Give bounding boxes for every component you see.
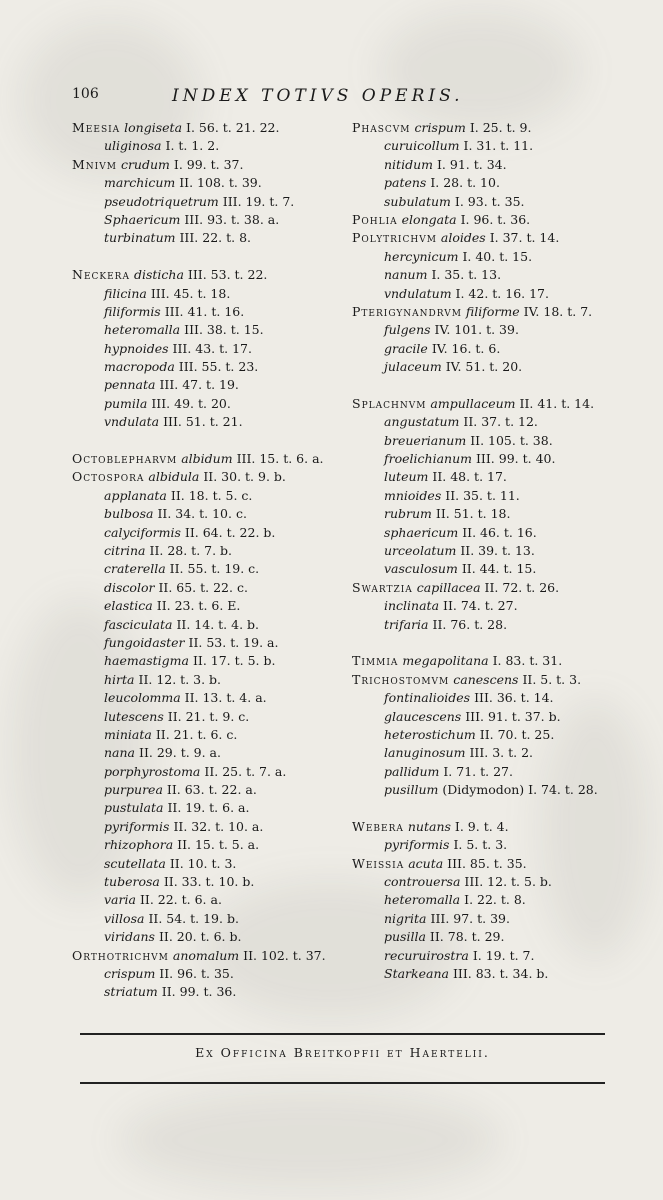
printer-imprint: Ex Officina Breitkopfii et Haertelii. [195, 1045, 490, 1060]
plate-reference: I. 93. t. 35. [454, 193, 525, 209]
species-entry [72, 358, 342, 376]
species-entry [352, 781, 642, 799]
species-entry [72, 689, 342, 707]
plate-reference: II. 28. t. 7. b. [149, 542, 233, 558]
species-epithet: pallidum [384, 763, 440, 779]
species-epithet: pustulata [104, 800, 164, 816]
plate-reference: IV. 101. t. 39. [434, 322, 519, 338]
species-epithet: nigrita [384, 910, 427, 926]
species-entry [72, 137, 342, 155]
genus-name: Meesia [72, 120, 121, 135]
plate-reference: (Didymodon) I. 74. t. 28. [442, 782, 598, 798]
species-epithet: pusillum [384, 782, 439, 798]
species-epithet: rhizophora [104, 837, 174, 853]
species-epithet: nanum [384, 267, 428, 283]
species-epithet: viridans [104, 929, 155, 945]
species-entry [352, 266, 642, 284]
genus-entry [352, 671, 642, 689]
plate-reference: IV. 16. t. 6. [431, 340, 501, 356]
species-entry [72, 303, 342, 321]
plate-reference: III. 99. t. 40. [475, 451, 556, 467]
species-epithet: rubrum [384, 506, 432, 522]
genus-name: Splachnvm [352, 395, 427, 411]
plate-reference: II. 19. t. 6. a. [167, 800, 250, 816]
species-entry [72, 579, 342, 597]
species-epithet: Sphaericum [104, 211, 181, 227]
plate-reference: II. 34. t. 10. c. [157, 506, 247, 522]
species-entry [352, 836, 642, 854]
species-epithet: heterostichum [384, 726, 476, 742]
species-epithet: uliginosa [104, 138, 162, 154]
species-entry [72, 560, 342, 578]
species-epithet: nana [104, 745, 136, 761]
species-entry [72, 855, 342, 873]
species-epithet: macropoda [104, 359, 175, 375]
plate-reference: II. 54. t. 19. b. [148, 910, 239, 926]
species-epithet: pyriformis [384, 837, 450, 853]
genus-entry [352, 229, 642, 247]
species-entry [352, 560, 642, 578]
plate-reference: IV. 18. t. 7. [523, 303, 593, 319]
index-spacer [352, 376, 642, 394]
species-entry [72, 193, 342, 211]
genus-name: Pterigynandrvm [352, 303, 462, 319]
plate-reference: I. 37. t. 14. [489, 230, 560, 246]
plate-reference: II. 33. t. 10. b. [163, 874, 255, 890]
species-epithet: capillacea [416, 579, 481, 595]
species-entry [352, 689, 642, 707]
species-epithet: tuberosa [104, 874, 160, 890]
imprint-rule-bottom [80, 1082, 605, 1084]
species-epithet: applanata [104, 487, 167, 503]
species-epithet: scutellata [104, 855, 166, 871]
plate-reference: I. 42. t. 16. 17. [455, 285, 549, 301]
plate-reference: III. 19. t. 7. [222, 193, 295, 209]
species-epithet: aloides [440, 230, 486, 246]
plate-reference: I. 19. t. 7. [472, 947, 535, 963]
species-epithet: bulbosa [104, 506, 154, 522]
species-epithet: luteum [384, 469, 429, 485]
plate-reference: I. 28. t. 10. [430, 175, 500, 191]
species-epithet: porphyrostoma [104, 763, 201, 779]
plate-reference: III. 93. t. 38. a. [184, 211, 280, 227]
species-entry [352, 432, 642, 450]
page-header [72, 86, 532, 108]
genus-entry [72, 119, 342, 137]
species-epithet: megapolitana [402, 653, 489, 669]
genus-entry [352, 395, 642, 413]
plate-reference: I. 40. t. 15. [462, 248, 533, 264]
species-entry [72, 340, 342, 358]
species-epithet: crispum [414, 120, 466, 135]
species-entry [72, 781, 342, 799]
species-epithet: fulgens [384, 322, 431, 338]
species-entry [72, 229, 342, 247]
species-epithet: recuruirostra [384, 947, 469, 963]
index-spacer [352, 799, 642, 817]
genus-entry [72, 450, 342, 468]
species-epithet: sphaericum [384, 524, 459, 540]
plate-reference: III. 53. t. 22. [187, 267, 268, 283]
species-epithet: fontinalioides [384, 690, 471, 706]
plate-reference: II. 10. t. 3. [169, 855, 237, 871]
species-entry [72, 671, 342, 689]
species-epithet: varia [104, 892, 136, 908]
plate-reference: II. 23. t. 6. E. [156, 598, 241, 614]
species-entry [72, 983, 342, 1001]
plate-reference: III. 38. t. 15. [184, 322, 264, 338]
species-epithet: elastica [104, 598, 153, 614]
species-epithet: crispum [104, 965, 156, 981]
plate-reference: I. 71. t. 27. [443, 763, 513, 779]
plate-reference: I. 83. t. 31. [492, 653, 563, 669]
plate-reference: II. 21. t. 6. c. [155, 726, 238, 742]
plate-reference: III. 51. t. 21. [163, 414, 243, 430]
plate-reference: II. 41. t. 14. [519, 395, 595, 411]
genus-entry [352, 652, 642, 670]
plate-reference: III. 22. t. 8. [179, 230, 251, 246]
species-entry [352, 947, 642, 965]
plate-reference: I. 56. t. 21. 22. [186, 120, 280, 135]
imprint-rule-top [80, 1033, 605, 1035]
genus-name: Timmia [352, 653, 399, 669]
plate-reference: I. 9. t. 4. [454, 818, 509, 834]
species-entry [352, 137, 642, 155]
species-entry [352, 487, 642, 505]
species-epithet: trifaria [384, 616, 429, 632]
plate-reference: II. 48. t. 17. [432, 469, 507, 485]
species-entry [72, 616, 342, 634]
plate-reference: II. 21. t. 9. c. [167, 708, 250, 724]
species-entry [72, 597, 342, 615]
species-entry [72, 321, 342, 339]
species-epithet: villosa [104, 910, 145, 926]
plate-reference: III. 15. t. 6. a. [236, 451, 324, 467]
species-epithet: heteromalla [384, 892, 461, 908]
plate-reference: II. 70. t. 25. [479, 726, 555, 742]
plate-reference: II. 55. t. 19. c. [169, 561, 260, 577]
plate-reference: III. 45. t. 18. [150, 285, 231, 301]
plate-reference: II. 44. t. 15. [461, 561, 537, 577]
species-epithet: urceolatum [384, 542, 457, 558]
plate-reference: II. 99. t. 36. [161, 984, 237, 1000]
plate-reference: II. 108. t. 39. [179, 175, 262, 191]
plate-reference: III. 83. t. 34. b. [452, 965, 549, 981]
species-entry [72, 395, 342, 413]
species-entry [352, 156, 642, 174]
species-entry [352, 873, 642, 891]
plate-reference: II. 18. t. 5. c. [170, 487, 253, 503]
plate-reference: II. 76. t. 28. [432, 616, 508, 632]
species-epithet: acuta [408, 855, 444, 871]
species-entry [352, 468, 642, 486]
genus-name: Mnivm [72, 156, 117, 172]
genus-name: Neckera [72, 267, 130, 283]
genus-entry [352, 211, 642, 229]
species-epithet: subulatum [384, 193, 451, 209]
species-epithet: citrina [104, 542, 146, 558]
species-epithet: fungoidaster [104, 634, 185, 650]
species-epithet: purpurea [104, 782, 163, 798]
genus-name: Octoblepharvm [72, 451, 178, 467]
plate-reference: II. 39. t. 13. [460, 542, 535, 558]
species-epithet: lutescens [104, 708, 164, 724]
plate-reference: I. 99. t. 37. [173, 156, 244, 172]
species-entry [72, 211, 342, 229]
species-epithet: hercynicum [384, 248, 459, 264]
genus-name: Orthotrichvm [72, 947, 169, 963]
species-epithet: glaucescens [384, 708, 462, 724]
species-entry [72, 413, 342, 431]
plate-reference: I. 31. t. 11. [463, 138, 534, 154]
species-entry [72, 652, 342, 670]
plate-reference: II. 5. t. 3. [522, 671, 582, 687]
species-epithet: disticha [133, 267, 184, 283]
species-entry [352, 524, 642, 542]
plate-reference: II. 64. t. 22. b. [184, 524, 276, 540]
species-entry [352, 910, 642, 928]
species-epithet: miniata [104, 726, 152, 742]
species-entry [352, 174, 642, 192]
plate-reference: II. 29. t. 9. a. [139, 745, 221, 761]
species-entry [352, 505, 642, 523]
species-entry [352, 891, 642, 909]
species-entry [72, 726, 342, 744]
plate-reference: III. 47. t. 19. [159, 377, 239, 393]
species-epithet: leucolomma [104, 690, 181, 706]
plate-reference: III. 43. t. 17. [172, 340, 252, 356]
species-epithet: discolor [104, 579, 155, 595]
species-epithet: controuersa [384, 874, 461, 890]
species-entry [72, 763, 342, 781]
species-epithet: inclinata [384, 598, 440, 614]
species-epithet: breuerianum [384, 432, 467, 448]
plate-reference: III. 55. t. 23. [178, 359, 259, 375]
species-entry [72, 818, 342, 836]
species-epithet: vndulata [104, 414, 160, 430]
species-entry [352, 965, 642, 983]
species-epithet: anomalum [172, 947, 240, 963]
plate-reference: I. 5. t. 3. [453, 837, 508, 853]
plate-reference: III. 85. t. 35. [447, 855, 527, 871]
species-entry [352, 321, 642, 339]
index-spacer [72, 248, 342, 266]
species-epithet: Starkeana [384, 965, 449, 981]
species-epithet: albidum [181, 451, 233, 467]
genus-name: Pohlia [352, 211, 398, 227]
genus-name: Trichostomvm [352, 671, 450, 687]
species-entry [72, 965, 342, 983]
species-epithet: pyriformis [104, 818, 170, 834]
species-epithet: mnioides [384, 487, 442, 503]
plate-reference: II. 15. t. 5. a. [177, 837, 260, 853]
species-epithet: julaceum [384, 359, 442, 375]
plate-reference: III. 41. t. 16. [164, 303, 245, 319]
species-entry [352, 193, 642, 211]
species-epithet: hypnoides [104, 340, 169, 356]
species-epithet: filiforme [465, 303, 520, 319]
species-entry [72, 836, 342, 854]
plate-reference: II. 25. t. 7. a. [204, 763, 287, 779]
species-epithet: calyciformis [104, 524, 181, 540]
species-epithet: haemastigma [104, 653, 189, 669]
species-entry [72, 376, 342, 394]
plate-reference: II. 14. t. 4. b. [176, 616, 260, 632]
plate-reference: II. 22. t. 6. a. [139, 892, 222, 908]
species-entry [352, 763, 642, 781]
plate-reference: II. 96. t. 35. [159, 965, 234, 981]
plate-reference: II. 105. t. 38. [470, 432, 553, 448]
species-epithet: pumila [104, 395, 148, 411]
species-epithet: craterella [104, 561, 166, 577]
plate-reference: III. 12. t. 5. b. [464, 874, 552, 890]
index-spacer [352, 634, 642, 652]
species-epithet: froelichianum [384, 451, 472, 467]
species-epithet: heteromalla [104, 322, 181, 338]
species-entry [352, 358, 642, 376]
plate-reference: III. 91. t. 37. b. [465, 708, 561, 724]
species-epithet: patens [384, 175, 427, 191]
species-epithet: nutans [407, 818, 451, 834]
species-entry [352, 413, 642, 431]
plate-reference: II. 12. t. 3. b. [138, 671, 222, 687]
species-epithet: angustatum [384, 414, 460, 430]
plate-reference: I. 25. t. 9. [469, 120, 532, 135]
plate-reference: II. 46. t. 16. [462, 524, 537, 540]
species-entry [352, 285, 642, 303]
species-entry [72, 744, 342, 762]
genus-name: Weissia [352, 855, 405, 871]
species-entry [72, 708, 342, 726]
genus-entry [72, 266, 342, 284]
plate-reference: II. 35. t. 11. [445, 487, 520, 503]
species-entry [352, 616, 642, 634]
genus-entry [352, 818, 642, 836]
species-epithet: marchicum [104, 175, 176, 191]
plate-reference: II. 74. t. 27. [443, 598, 518, 614]
species-entry [352, 726, 642, 744]
species-entry [72, 928, 342, 946]
running-title: INDEX TOTIVS OPERIS. [172, 86, 464, 106]
species-epithet: pusilla [384, 929, 426, 945]
species-epithet: crudum [120, 156, 170, 172]
species-entry [72, 487, 342, 505]
index-spacer [72, 432, 342, 450]
plate-reference: I. 91. t. 34. [436, 156, 507, 172]
plate-reference: II. 30. t. 9. b. [203, 469, 286, 485]
species-epithet: turbinatum [104, 230, 176, 246]
plate-reference: II. 32. t. 10. a. [173, 818, 264, 834]
plate-reference: II. 20. t. 6. b. [158, 929, 242, 945]
species-epithet: elongata [401, 211, 457, 227]
plate-reference: II. 72. t. 26. [484, 579, 560, 595]
genus-entry [72, 156, 342, 174]
species-epithet: filicina [104, 285, 147, 301]
genus-name: Swartzia [352, 579, 413, 595]
species-entry [72, 891, 342, 909]
species-entry [72, 873, 342, 891]
genus-entry [352, 303, 642, 321]
species-entry [72, 910, 342, 928]
plate-reference: I. t. 1. 2. [165, 138, 220, 154]
genus-name: Polytrichvm [352, 230, 437, 246]
species-entry [352, 597, 642, 615]
plate-reference: III. 49. t. 20. [151, 395, 231, 411]
species-epithet: lanuginosum [384, 745, 466, 761]
species-entry [352, 928, 642, 946]
species-entry [72, 542, 342, 560]
species-entry [352, 744, 642, 762]
genus-entry [352, 579, 642, 597]
species-entry [352, 450, 642, 468]
species-entry [352, 340, 642, 358]
index-column-right [352, 119, 642, 983]
plate-reference: I. 35. t. 13. [431, 267, 502, 283]
species-epithet: canescens [453, 671, 519, 687]
genus-name: Octospora [72, 469, 145, 485]
genus-name: Phascvm [352, 120, 411, 135]
plate-reference: III. 36. t. 14. [474, 690, 554, 706]
plate-reference: III. 97. t. 39. [430, 910, 510, 926]
plate-reference: IV. 51. t. 20. [445, 359, 523, 375]
species-epithet: gracile [384, 340, 428, 356]
species-entry [352, 248, 642, 266]
species-epithet: filiformis [104, 303, 161, 319]
genus-entry [352, 119, 642, 137]
plate-reference: II. 63. t. 22. a. [166, 782, 257, 798]
species-entry [72, 285, 342, 303]
plate-reference: II. 51. t. 18. [435, 506, 511, 522]
species-entry [352, 708, 642, 726]
species-epithet: curuicollum [384, 138, 460, 154]
page-number: 106 [72, 86, 99, 102]
species-epithet: striatum [104, 984, 158, 1000]
plate-reference: I. 96. t. 36. [460, 211, 531, 227]
species-epithet: fasciculata [104, 616, 173, 632]
plate-reference: II. 37. t. 12. [463, 414, 538, 430]
plate-reference: II. 13. t. 4. a. [184, 690, 267, 706]
plate-reference: II. 78. t. 29. [429, 929, 505, 945]
genus-name: Webera [352, 818, 404, 834]
plate-reference: III. 3. t. 2. [469, 745, 534, 761]
genus-entry [352, 855, 642, 873]
species-entry [72, 505, 342, 523]
species-epithet: nitidum [384, 156, 433, 172]
species-entry [72, 799, 342, 817]
plate-reference: II. 65. t. 22. c. [158, 579, 248, 595]
species-entry [352, 542, 642, 560]
plate-reference: II. 102. t. 37. [243, 947, 326, 963]
species-entry [72, 524, 342, 542]
index-column-left [72, 119, 342, 1002]
plate-reference: II. 17. t. 5. b. [192, 653, 276, 669]
species-epithet: pseudotriquetrum [104, 193, 219, 209]
species-epithet: hirta [104, 671, 135, 687]
species-epithet: vasculosum [384, 561, 458, 577]
species-epithet: pennata [104, 377, 156, 393]
species-epithet: longiseta [124, 120, 183, 135]
species-epithet: vndulatum [384, 285, 452, 301]
plate-reference: II. 53. t. 19. a. [188, 634, 279, 650]
genus-entry [72, 468, 342, 486]
species-epithet: albidula [148, 469, 200, 485]
species-entry [72, 634, 342, 652]
species-epithet: ampullaceum [430, 395, 516, 411]
plate-reference: I. 22. t. 8. [464, 892, 526, 908]
species-entry [72, 174, 342, 192]
genus-entry [72, 947, 342, 965]
